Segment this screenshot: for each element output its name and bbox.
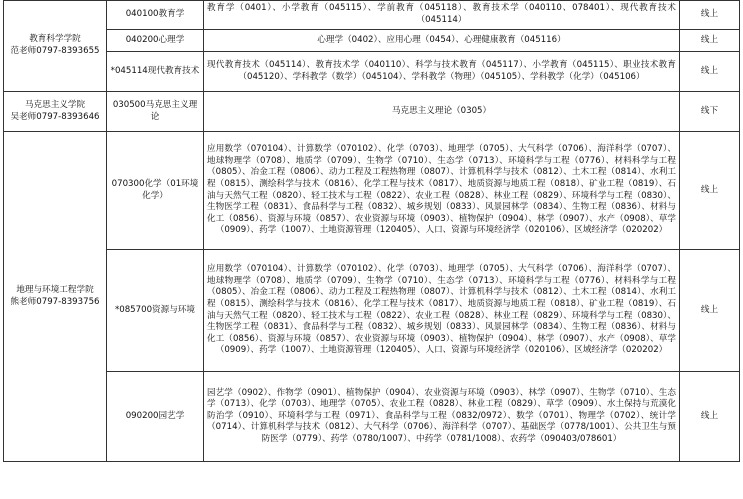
subjects-cell: 应用数学（070104）、计算数学（070102）、化学（0703）、地理学（0705）、大气科学（0706）、海洋科学（0707）、地球物理学（0708）、地质学（0709）、生物学（0710）、生态学（0713）、环境科学与工程（0776）、材料科学与工程（0805）、冶金工程（0806）、动力工程及工程热物理（0807）、计算机科学与技术（0812）、土木工程（0814）、水利工程（0815）、测绘科学与技术（0816）、化学工程与技术（0817）、地质资源与地质工程（0818）、矿业工程（0819）、石油与天然气工程（0820）、轻工技术与工程（0822）、农业工程（0828）、林业工程（0829）、环境科学与工程（0830）、生物医学工程（0831）、食品科学与工程（0832）、城乡规划（0833）、风景园林学（0834）、生物工程（0836）、材料与化工（0856）、资源与环境（0857）、农业资源与环境（0903）、植物保护（0904）、林学（0907）、水产（0908）、草学（0909）、药学（1007）、土地资源管理（120405）、人口、资源与环境经济学（020106）、区域经济学（020202） [204,132,680,250]
major-cell: 090200园艺学 [107,372,204,462]
major-cell: 040200心理学 [107,30,204,52]
subjects-cell: 心理学（0402）、应用心理（0454）、心理健康教育（045116） [204,30,680,52]
college-cell [4,92,107,132]
table-row [4,1,740,30]
table-row [4,250,740,372]
college-contact: 范老师0797-8393655 [10,46,100,56]
mode-cell: 线上 [680,1,740,30]
subjects-cell: 应用数学（070104）、计算数学（070102）、化学（0703）、地理学（0705）、大气科学（0706）、海洋科学（0707）、地球物理学（0708）、地质学（0709）、生物学（0710）、生态学（0713）、环境科学与工程（0776）、材料科学与工程（0805）、冶金工程（0806）、动力工程及工程热物理（0807）、计算机科学与技术（0812）、土木工程（0814）、水利工程（0815）、测绘科学与技术（0816）、化学工程与技术（0817）、地质资源与地质工程（0818）、矿业工程（0819）、石油与天然气工程（0820）、轻工技术与工程（0822）、农业工程（0828）、林业工程（0829）、环境科学与工程（0830）、生物医学工程（0831）、食品科学与工程（0832）、城乡规划（0833）、风景园林学（0834）、生物工程（0836）、材料与化工（0856）、资源与环境（0857）、农业资源与环境（0903）、植物保护（0904）、林学（0907）、水产（0908）、草学（0909）、药学（1007）、土地资源管理（120405）、人口、资源与环境经济学（020106）、区域经济学（020202） [204,250,680,372]
table-row [4,132,740,250]
mode-cell: 线下 [680,92,740,132]
mode-cell: 线上 [680,372,740,462]
subjects-cell: 园艺学（0902）、作物学（0901）、植物保护（0904）、农业资源与环境（0903）、林学（0907）、生物学（0710）、生态学（0713）、化学（0703）、地理学（0705）、农业工程（0828）、林业工程（0829）、草学（0909）、水土保持与荒漠化防治学（0910）、环境科学与工程（0971）、食品科学与工程（0832/0972）、数学（0701）、物理学（0702）、统计学（0714）、计算机科学与技术（0812）、大气科学（0706）、海洋科学（0707）、基础医学（0778/1001）、公共卫生与预防医学（0779）、药学（0780/1007）、中药学（0781/1008）、农药学（090403/078601） [204,372,680,462]
admission-table [3,0,740,462]
mode-cell: 线上 [680,30,740,52]
college-contact: 熊老师0797-8393756 [10,296,100,307]
major-cell: *045114现代教育技术 [107,52,204,92]
table-row [4,372,740,462]
college-name: 马克思主义学院 [24,99,86,110]
major-cell: 040100教育学 [107,1,204,30]
college-name: 教育科学学院 [29,34,81,45]
mode-cell: 线上 [680,132,740,250]
college-cell [4,132,107,462]
table-row [4,92,740,132]
subjects-cell: 教育学（0401）、小学教育（045115）、学前教育（045118）、教育技术学（040110、078401）、现代教育技术（045114） [204,1,680,30]
major-cell: 070300化学（01环境化学） [107,132,204,250]
mode-cell: 线上 [680,52,740,92]
college-cell [4,1,107,92]
college-contact: 吴老师0797-8393646 [10,111,100,122]
major-cell: 030500马克思主义理论 [107,92,204,132]
mode-cell: 线上 [680,250,740,372]
college-name: 地理与环境工程学院 [16,284,94,295]
table-row [4,52,740,92]
table-row [4,30,740,52]
subjects-cell: 马克思主义理论（0305） [204,92,680,132]
major-cell: *085700资源与环境 [107,250,204,372]
subjects-cell: 现代教育技术（045114）、教育技术学（040110）、科学与技术教育（045117）、小学教育（045115）、职业技术教育（045120）、学科教学（数学）（045104）、学科教学（物理）（045105）、学科教学（化学）（045106） [204,52,680,92]
